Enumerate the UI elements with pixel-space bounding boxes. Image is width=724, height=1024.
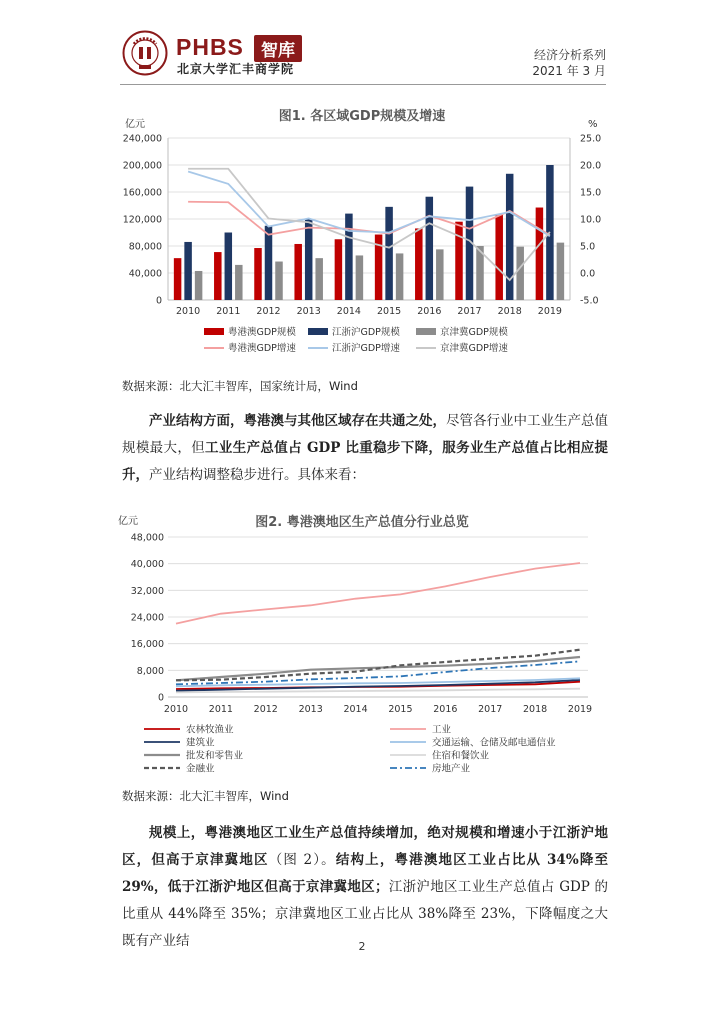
chart1-bar	[335, 239, 343, 300]
chart2-legend-label: 工业	[432, 724, 452, 736]
chart1-y2tick-label: 25.0	[580, 133, 602, 145]
p1-text-d: 产业结构调整稳步进行。具体来看：	[149, 467, 365, 483]
chart1-bar	[415, 228, 423, 300]
chart1-legend-label: 江浙沪GDP增速	[332, 343, 400, 354]
chart1-bar	[235, 265, 243, 300]
chart1-legend-label: 京津冀GDP增速	[440, 343, 508, 354]
chart1-bar	[294, 244, 302, 300]
chart2-ytick-label: 40,000	[130, 559, 164, 571]
chart1-bar	[214, 252, 222, 300]
brand-tag: 智库	[254, 35, 302, 62]
peking-university-seal-logo	[122, 30, 168, 76]
chart1-bar	[455, 222, 463, 300]
chart2-legend-label: 房地产业	[432, 763, 471, 775]
p1-text-b: 尽管各行业中工业生产总值规模最大，但	[122, 413, 608, 456]
chart1-y2tick-label: -5.0	[580, 295, 599, 307]
chart1-xtick-label: 2014	[336, 306, 361, 317]
p2-bold-c: 结构上，粤港澳地区工业占比从 34%降至 29%，低于江浙沪地区但高于京津冀地区；	[122, 852, 608, 895]
chart2-legend-label: 金融业	[186, 763, 215, 775]
p1-bold-c: 工业生产总值占 GDP 比重稳步下降，服务业生产总值占比相应提升，	[122, 440, 608, 483]
chart1-legend-swatch	[204, 328, 224, 335]
page-number: 2	[358, 940, 366, 953]
chart1-legend-label: 粤港澳GDP增速	[228, 343, 296, 354]
chart1-x-ticks	[176, 306, 562, 317]
chart2-series-line	[176, 563, 580, 624]
chart1-xtick-label: 2012	[256, 306, 281, 317]
chart1-xtick-label: 2018	[497, 306, 522, 317]
chart1-bar	[184, 242, 192, 300]
chart2-ytick-label: 8,000	[136, 665, 164, 677]
chart1-bar	[275, 262, 283, 300]
chart1-xtick-label: 2010	[176, 306, 201, 317]
chart1-legend	[204, 326, 508, 354]
chart1-bar	[195, 271, 203, 300]
chart1-legend-label: 江浙沪GDP规模	[332, 327, 400, 338]
chart2-xtick-label: 2015	[388, 704, 413, 715]
chart1-y2tick-label: 10.0	[580, 214, 602, 226]
paragraph-scale-structure	[122, 820, 608, 955]
chart1-y2tick-label: 15.0	[580, 187, 602, 199]
chart2-ylabel: 亿元	[118, 516, 138, 527]
chart2-ytick-label: 0	[157, 692, 164, 704]
chart2-xtick-label: 2016	[433, 704, 458, 715]
school-name: 北京大学汇丰商学院	[177, 62, 295, 76]
chart2-legend	[144, 724, 556, 775]
chart1-bar	[516, 247, 524, 300]
p1-bold-a: 产业结构方面，粤港澳与其他区域存在共通之处，	[149, 413, 446, 429]
chart2-xtick-label: 2018	[523, 704, 548, 715]
chart1-bar	[174, 258, 182, 300]
chart1-y2tick-label: 0.0	[580, 268, 596, 280]
chart1-ytick-label: 200,000	[122, 160, 162, 172]
chart1-bar	[426, 197, 434, 300]
p2-bold-a: 规模上，粤港澳地区工业生产总值持续增加，绝对规模和增速小于江浙沪地区，但高于京津冀地区	[122, 825, 608, 868]
page-header	[0, 0, 724, 90]
report-series: 经济分析系列	[533, 48, 606, 62]
chart2-title: 图2. 粤港澳地区生产总值分行业总览	[255, 515, 469, 530]
chart1-legend-label: 粤港澳GDP规模	[228, 327, 296, 338]
chart2-legend-label: 建筑业	[186, 737, 215, 749]
chart1-legend-swatch	[416, 328, 436, 335]
chart1-ytick-label: 40,000	[128, 268, 162, 280]
chart2-xtick-label: 2011	[208, 704, 233, 715]
chart2-xtick-label: 2012	[253, 704, 278, 715]
chart1-ytick-label: 0	[155, 295, 162, 307]
figure-2-source: 数据来源：北大汇丰智库，Wind	[122, 789, 289, 803]
chart2-xtick-label: 2019	[567, 704, 593, 715]
p2-text-d: 江浙沪地区工业生产总值占 GDP 的比重从 44%降至 35%；京津冀地区工业占比从 38%降至 23%，下降幅度之大既有产业结	[122, 879, 608, 949]
chart1-xtick-label: 2019	[537, 306, 562, 317]
chart1-xtick-label: 2017	[457, 306, 482, 317]
chart1-xtick-label: 2015	[377, 306, 402, 317]
chart2-legend-label: 住宿和餐饮业	[432, 750, 490, 762]
chart1-bar	[536, 208, 544, 300]
chart1-y2tick-label: 20.0	[580, 160, 602, 172]
figure-1-gdp-chart	[100, 100, 620, 370]
chart2-xtick-label: 2010	[163, 704, 189, 715]
chart1-bar	[225, 233, 233, 301]
chart2-legend-label: 交通运输、仓储及邮电通信业	[432, 737, 556, 749]
chart2-xtick-label: 2013	[298, 704, 323, 715]
chart2-legend-label: 农林牧渔业	[186, 724, 234, 736]
chart2-ytick-label: 48,000	[130, 532, 164, 544]
chart2-legend-label: 批发和零售业	[186, 750, 244, 762]
figure-1-source: 数据来源：北大汇丰智库，国家统计局，Wind	[122, 379, 358, 393]
chart1-ytick-label: 240,000	[122, 133, 162, 145]
chart1-bar	[396, 253, 404, 300]
chart1-legend-label: 京津冀GDP规模	[440, 327, 508, 338]
chart1-bar	[557, 243, 565, 300]
chart1-xtick-label: 2016	[417, 306, 442, 317]
chart1-bar	[345, 214, 353, 300]
chart1-ylabel: 亿元	[125, 119, 145, 130]
chart1-xtick-label: 2011	[216, 306, 241, 317]
chart1-bar	[254, 248, 262, 300]
chart2-xtick-label: 2017	[478, 704, 503, 715]
chart2-x-ticks	[164, 704, 592, 715]
figure-2-industry-chart	[100, 504, 620, 780]
chart1-bar	[436, 249, 444, 300]
chart1-ytick-label: 80,000	[128, 241, 162, 253]
chart1-ytick-label: 160,000	[122, 187, 162, 199]
chart1-bar	[265, 226, 273, 300]
chart2-lines	[176, 563, 580, 692]
chart2-ytick-label: 24,000	[130, 612, 164, 624]
brand-name: PHBS	[176, 34, 244, 60]
chart1-bar	[385, 207, 393, 300]
report-date: 2021 年 3 月	[532, 64, 606, 78]
chart1-bar	[356, 255, 364, 300]
chart1-bar	[315, 258, 323, 300]
chart2-ytick-label: 16,000	[130, 639, 164, 651]
chart1-xtick-label: 2013	[296, 306, 321, 317]
chart1-bar	[305, 219, 313, 300]
chart1-legend-swatch	[308, 328, 328, 335]
chart2-ytick-label: 32,000	[130, 585, 164, 597]
chart1-y2label: %	[588, 119, 598, 130]
chart1-bar	[495, 215, 503, 300]
header-divider	[120, 84, 606, 85]
chart1-ytick-label: 120,000	[122, 214, 162, 226]
chart1-title: 图1. 各区域GDP规模及增速	[278, 109, 446, 124]
paragraph-industry-structure	[122, 408, 608, 489]
chart1-y2tick-label: 5.0	[580, 241, 596, 253]
chart2-xtick-label: 2014	[343, 704, 368, 715]
p2-text-b: （图 2）。	[268, 852, 336, 868]
